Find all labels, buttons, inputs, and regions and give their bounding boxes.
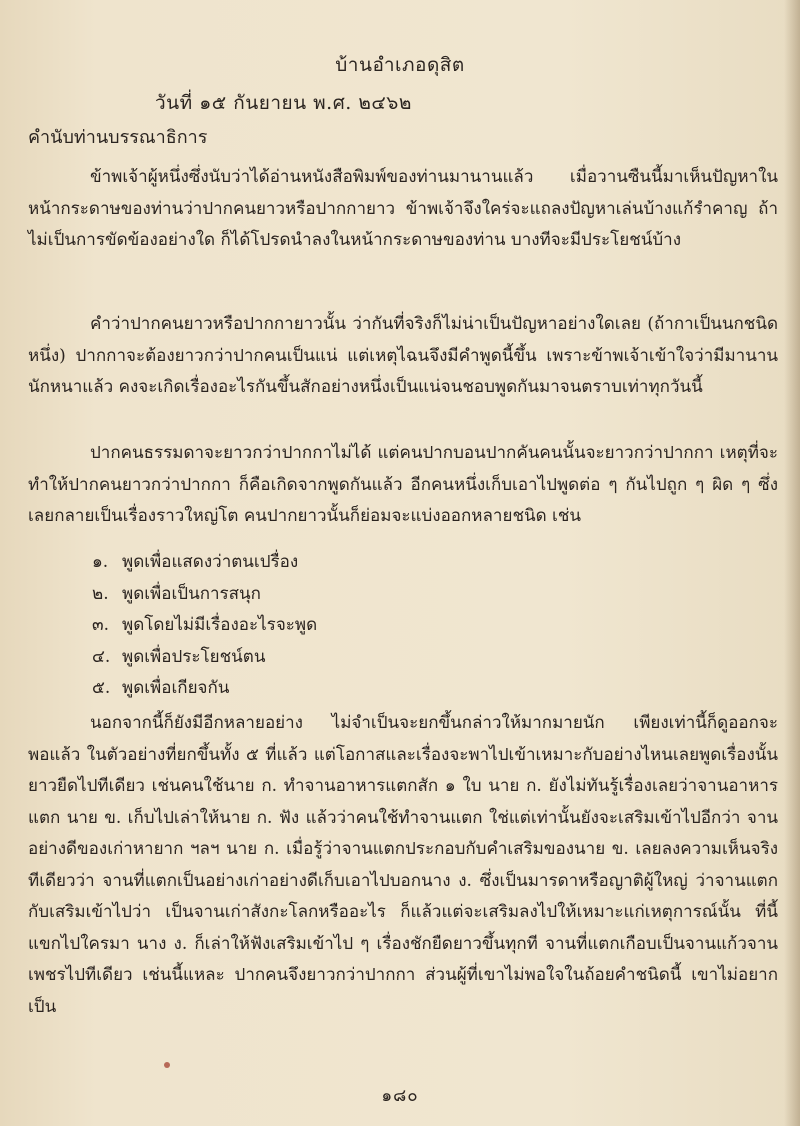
list-item — [92, 579, 317, 611]
list-item-text: พูดเพื่อเป็นการสนุก — [122, 583, 261, 604]
page-number: ๑๘๐ — [381, 1086, 419, 1106]
ink-spot — [164, 1062, 170, 1068]
list-item-number: ๕. — [92, 678, 111, 698]
list-item — [92, 642, 317, 674]
paragraph-1: ข้าพเจ้าผู้หนึ่งซึ่งนับว่าได้อ่านหนังสือพิมพ์ของท่านมานานแล้ว เมื่อวานซืนนี้มาเห็นปัญหาในหน้ากระดาษของท่านว่าปากคนยาวหรือปากกายาว ข้าพเจ้าจึงใคร่จะแถลงปัญหาเล่นบ้างแก้รำคาญ ถ้าไม่เป็นการขัดข้องอย่างใด ก็ได้โปรดนำลงในหน้ากระดาษของท่าน บางทีจะมีประโยชน์บ้าง — [28, 167, 778, 250]
list-item — [92, 610, 317, 642]
letter-place: บ้านอำเภอดุสิต — [335, 54, 465, 76]
numbered-list — [92, 547, 317, 705]
salutation: คำนับท่านบรรณาธิการ — [28, 127, 208, 148]
paragraph-2: คำว่าปากคนยาวหรือปากกายาวนั้น ว่ากันที่จริงก็ไม่น่าเป็นปัญหาอย่างใดเลย (ถ้ากาเป็นนกชนิดหนึ่ง) ปากกาจะต้องยาวกว่าปากคนเป็นแน่ แต่เหตุไฉนจึงมีคำพูดนี้ขึ้น เพราะข้าพเจ้าเข้าใจว่ามีมานานนักหนาแล้ว คงจะเกิดเรื่องอะไรกันขึ้นสักอย่างหนึ่งเป็นแน่จนชอบพูดกันมาจนตราบเท่าทุกวันนี้ — [28, 314, 778, 397]
list-item-number: ๑. — [92, 552, 109, 572]
paragraph-4: นอกจากนี้ก็ยังมีอีกหลายอย่าง ไม่จำเป็นจะยกขึ้นกล่าวให้มากมายนัก เพียงเท่านี้ก็ดูออกจะพอแล้ว ในตัวอย่างที่ยกขึ้นทั้ง ๕ ที่แล้ว แต่โอกาสและเรื่องจะพาไปเข้าเหมาะกับอย่างไหนเลยพูดเรื่องนั้น ยาวยืดไปทีเดียว เช่นคนใช้นาย ก. ทำจานอาหารแตกสัก ๑ ใบ นาย ก. ยังไม่ทันรู้เรื่องเลยว่าจานอาหารแตก นาย ข. เก็บไปเล่าให้นาย ก. ฟัง แล้วว่าคนใช้ทำจานแตก ใช่แต่เท่านั้นยังจะเสริมเข้าไปอีกว่า จานอย่างดีของเก่าหายาก ฯลฯ นาย ก. เมื่อรู้ว่าจานแตกประกอบกับคำเสริมของนาย ข. เลยลงความเห็นจริงทีเดียวว่า จานที่แตกเป็นอย่างเก่าอย่างดีเก็บเอาไปบอกนาง ง. ซึ่งเป็นมารดาหรือญาติผู้ใหญ่ ว่าจานแตก กับเสริมเข้าไปว่า เป็นจานเก่าสังกะโลกหรืออะไร ก็แล้วแต่จะเสริมลงไปให้เหมาะแก่เหตุการณ์นั้น ที่นี้แขกไปใครมา นาง ง. ก็เล่าให้ฟังเสริมเข้าไป ๆ เรื่องชักยืดยาวขึ้นทุกที จานที่แตกเกือบเป็นจานแก้วจานเพชรไปทีเดียว เช่นนี้แหละ ปากคนจึงยาวกว่าปากกา ส่วนผู้ที่เขาไม่พอใจในถ้อยคำชนิดนี้ เขาไม่อยากเป็น — [28, 713, 778, 1017]
list-item-text: พูดโดยไม่มีเรื่องอะไรจะพูด — [122, 615, 318, 635]
paragraph-3: ปากคนธรรมดาจะยาวกว่าปากกาไม่ได้ แต่คนปากบอนปากคันคนนั้นจะยาวกว่าปากกา เหตุที่จะทำให้ปากคนยาวกว่าปากกา ก็คือเกิดจากพูดกันแล้ว อีกคนหนึ่งเก็บเอาไปพูดต่อ ๆ กันไปถูก ๆ ผิด ๆ ซึ่งเลยกลายเป็นเรื่องราวใหญ่โต คนปากยาวนั้นก็ย่อมจะแบ่งออกหลายชนิด เช่น — [28, 443, 778, 526]
letter-date: วันที่ ๑๕ กันยายน พ.ศ. ๒๔๖๒ — [155, 92, 412, 114]
list-item-text: พูดเพื่อแสดงว่าตนเปรื่อง — [122, 552, 299, 572]
list-item-number: ๓. — [92, 615, 110, 635]
list-item-text: พูดเพื่อประโยชน์ตน — [122, 646, 266, 667]
list-item — [92, 673, 317, 705]
list-item-number: ๒. — [92, 583, 109, 604]
list-item — [92, 547, 317, 579]
list-item-text: พูดเพื่อเกียจกัน — [122, 678, 230, 698]
list-item-number: ๔. — [92, 646, 111, 667]
